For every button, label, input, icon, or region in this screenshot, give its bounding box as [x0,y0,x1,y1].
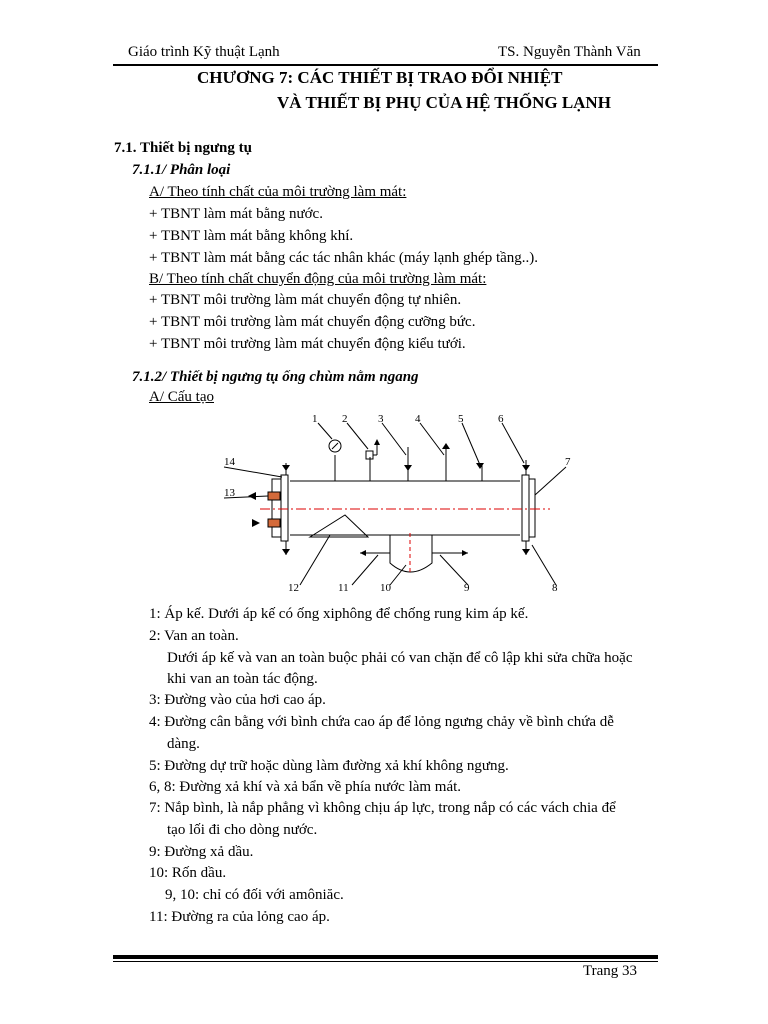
category-a-item: + TBNT làm mát bằng nước. [149,206,323,222]
chapter-title-line2: VÀ THIẾT BỊ PHỤ CỦA HỆ THỐNG LẠNH [277,93,611,112]
legend-item: 1: Áp kế. Dưới áp kế có ống xiphông để chống rung kim áp kế. [149,606,529,622]
legend-item: 7: Nắp bình, là nắp phẳng vì không chịu áp lực, trong nắp có các vách chia để [149,800,616,816]
legend-item: khi van an toàn tác động. [167,671,318,687]
legend-item: 11: Đường ra của lỏng cao áp. [149,909,330,925]
header-right: TS. Nguyễn Thành Văn [498,44,641,60]
water-inlet-pipe [268,519,280,527]
tube-bundle [310,515,368,537]
head-left [272,479,281,537]
legend-item: tạo lối đi cho dòng nước. [167,822,318,838]
category-b-item: + TBNT môi trường làm mát chuyển động kiểu tưới. [149,336,466,352]
category-a-item: + TBNT làm mát bằng không khí. [149,228,354,244]
legend-item: 9: Đường xả dầu. [149,844,254,860]
legend-item: Dưới áp kế và van an toàn buộc phải có van chặn để cô lập khi sửa chữa hoặc [167,650,633,666]
water-outlet-pipe [268,492,280,500]
footer-rule-thick [113,955,658,959]
tube-sheet-right [522,475,529,541]
category-a-heading: A/ Theo tính chất của môi trường làm mát: [149,184,407,200]
category-a-item: + TBNT làm mát bằng các tác nhân khác (máy lạnh ghép tầng..). [149,250,539,266]
legend-item: 10: Rốn dầu. [149,865,227,881]
diagram-label-1: 1 [312,413,318,425]
oil-sump [390,535,432,572]
category-b-heading: B/ Theo tính chất chuyển động của môi trường làm mát: [149,271,487,287]
diagram-label-11: 11 [338,582,349,594]
legend-item: 5: Đường dự trữ hoặc dùng làm đường xả khí không ngưng. [149,758,509,774]
legend-item: 3: Đường vào của hơi cao áp. [149,692,326,708]
diagram-label-3: 3 [378,413,384,425]
footer-rule-thin [113,961,658,962]
diagram-label-8: 8 [552,582,558,594]
subsection-1-heading: 7.1.1/ Phân loại [132,162,231,178]
diagram-label-2: 2 [342,413,348,425]
diagram-label-6: 6 [498,413,504,425]
diagram-label-7: 7 [565,456,571,468]
diagram-label-12: 12 [288,582,299,594]
tube-sheet-left [281,475,288,541]
legend-item: 4: Đường cân bằng với bình chứa cao áp để lỏng ngưng chảy về bình chứa dễ [149,714,614,730]
header-left: Giáo trình Kỹ thuật Lạnh [128,44,280,60]
legend-item: dàng. [167,736,200,752]
category-b-item: + TBNT môi trường làm mát chuyển động cưỡng bức. [149,314,476,330]
legend-item: 2: Van an toàn. [149,628,239,644]
legend-item: 9, 10: chỉ có đối với amôniăc. [165,887,344,903]
chapter-title-line1: CHƯƠNG 7: CÁC THIẾT BỊ TRAO ĐỔI NHIỆT [197,68,563,87]
legend-item: 6, 8: Đường xả khí và xả bẩn về phía nước làm mát. [149,779,462,795]
category-b-item: + TBNT môi trường làm mát chuyển động tự nhiên. [149,292,462,308]
subsection-2-heading: 7.1.2/ Thiết bị ngưng tụ ống chùm nằm ngang [132,369,419,385]
structure-heading: A/ Cấu tạo [149,389,214,405]
diagram-label-9: 9 [464,582,470,594]
diagram-label-4: 4 [415,413,421,425]
diagram-label-5: 5 [458,413,464,425]
header-rule [113,64,658,66]
section-heading: 7.1. Thiết bị ngưng tụ [114,140,252,156]
diagram-label-10: 10 [380,582,391,594]
condenser-diagram [210,405,590,595]
diagram-label-13: 13 [224,487,235,499]
head-right-cover [529,479,535,537]
diagram-label-14: 14 [224,456,235,468]
page-number: Trang 33 [583,963,638,979]
